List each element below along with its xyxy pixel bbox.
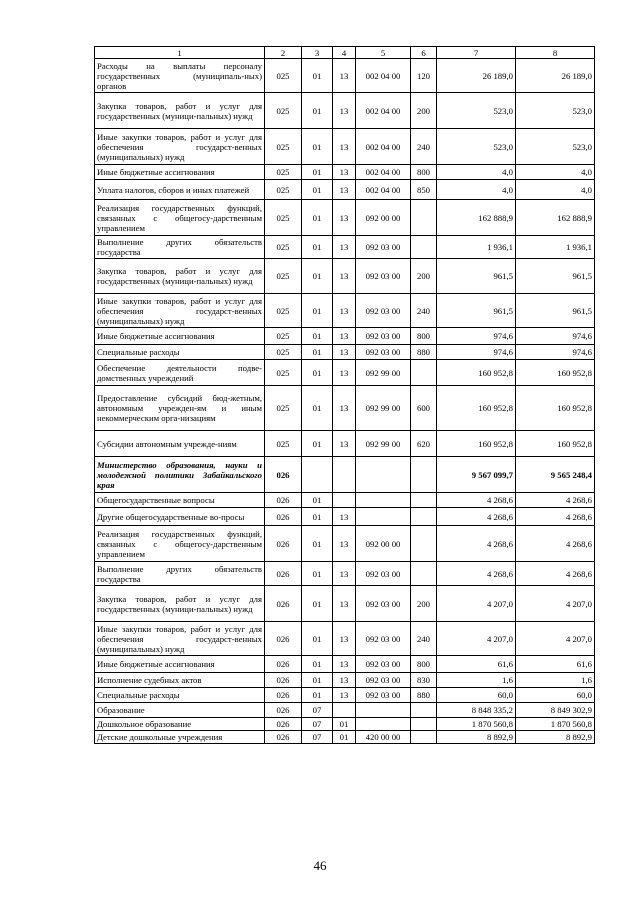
row-name-cell: Закупка товаров, работ и услуг для государственных (муници-пальных) нужд <box>95 93 265 129</box>
article-cell: 092 03 00 <box>356 345 411 360</box>
row-name-cell: Иные закупки товаров, работ и услуг для обеспечения государст-венных (муниципальных) нужд <box>95 294 265 328</box>
subsection-cell: 13 <box>333 236 356 259</box>
admin-code-cell: 026 <box>265 656 302 673</box>
expense-type-cell: 880 <box>411 688 437 703</box>
row-name-cell: Закупка товаров, работ и услуг для государственных (муници-пальных) нужд <box>95 586 265 622</box>
subsection-cell <box>333 493 356 508</box>
article-cell: 002 04 00 <box>356 180 411 200</box>
row-name-cell: Общегосударственные вопросы <box>95 493 265 508</box>
row-name-cell: Иные бюджетные ассигнования <box>95 328 265 345</box>
amount-2-cell: 1,6 <box>516 673 595 688</box>
header-row <box>95 47 595 59</box>
section-cell: 07 <box>302 731 333 744</box>
amount-1-cell: 26 189,0 <box>437 59 516 93</box>
row-name-cell: Обеспечение деятельности подве-домственных учреждений <box>95 360 265 386</box>
subsection-cell: 13 <box>333 508 356 526</box>
subsection-cell: 13 <box>333 259 356 294</box>
admin-code-cell: 026 <box>265 673 302 688</box>
subsection-cell: 13 <box>333 129 356 165</box>
amount-1-cell: 162 888,9 <box>437 200 516 236</box>
admin-code-cell: 026 <box>265 622 302 656</box>
amount-2-cell: 8 849 302,9 <box>516 703 595 718</box>
article-cell: 092 03 00 <box>356 688 411 703</box>
amount-2-cell: 961,5 <box>516 259 595 294</box>
article-cell: 092 03 00 <box>356 259 411 294</box>
table-row <box>95 562 595 586</box>
amount-1-cell: 4,0 <box>437 165 516 180</box>
amount-1-cell: 1 870 560,8 <box>437 718 516 731</box>
article-cell: 092 03 00 <box>356 294 411 328</box>
admin-code-cell: 025 <box>265 200 302 236</box>
expense-type-cell: 880 <box>411 345 437 360</box>
article-cell: 002 04 00 <box>356 93 411 129</box>
section-cell: 01 <box>302 586 333 622</box>
subsection-cell: 01 <box>333 718 356 731</box>
expense-type-cell: 200 <box>411 93 437 129</box>
admin-code-cell: 026 <box>265 586 302 622</box>
article-cell: 092 00 00 <box>356 200 411 236</box>
row-name-cell: Иные бюджетные ассигнования <box>95 656 265 673</box>
expense-type-cell: 830 <box>411 673 437 688</box>
amount-1-cell: 60,0 <box>437 688 516 703</box>
section-cell: 01 <box>302 688 333 703</box>
amount-2-cell: 160 952,8 <box>516 386 595 431</box>
section-cell: 01 <box>302 360 333 386</box>
amount-1-cell: 61,6 <box>437 656 516 673</box>
amount-1-cell: 523,0 <box>437 129 516 165</box>
expense-type-cell <box>411 508 437 526</box>
expense-type-cell <box>411 493 437 508</box>
subsection-cell <box>333 703 356 718</box>
amount-1-cell: 160 952,8 <box>437 431 516 457</box>
admin-code-cell: 025 <box>265 431 302 457</box>
table-body <box>95 59 595 744</box>
admin-code-cell: 026 <box>265 493 302 508</box>
amount-2-cell: 523,0 <box>516 129 595 165</box>
table-header <box>95 47 595 59</box>
section-cell: 01 <box>302 180 333 200</box>
amount-1-cell: 961,5 <box>437 259 516 294</box>
section-cell: 01 <box>302 526 333 562</box>
expense-type-cell <box>411 236 437 259</box>
subsection-cell: 13 <box>333 562 356 586</box>
table-row <box>95 200 595 236</box>
article-cell: 092 99 00 <box>356 431 411 457</box>
admin-code-cell: 026 <box>265 562 302 586</box>
subsection-cell: 13 <box>333 622 356 656</box>
subsection-cell: 13 <box>333 294 356 328</box>
row-name-cell: Иные бюджетные ассигнования <box>95 165 265 180</box>
subsection-cell: 13 <box>333 165 356 180</box>
admin-code-cell: 025 <box>265 165 302 180</box>
table-row <box>95 345 595 360</box>
section-cell: 01 <box>302 656 333 673</box>
admin-code-cell: 026 <box>265 688 302 703</box>
expense-type-cell: 240 <box>411 294 437 328</box>
amount-2-cell: 4 268,6 <box>516 526 595 562</box>
article-cell <box>356 703 411 718</box>
article-cell: 092 99 00 <box>356 360 411 386</box>
admin-code-cell: 026 <box>265 457 302 493</box>
section-cell: 01 <box>302 562 333 586</box>
amount-1-cell: 961,5 <box>437 294 516 328</box>
row-name-cell: Закупка товаров, работ и услуг для государственных (муници-пальных) нужд <box>95 259 265 294</box>
table-row <box>95 457 595 493</box>
table-row <box>95 236 595 259</box>
table-row <box>95 328 595 345</box>
article-cell <box>356 718 411 731</box>
table-row <box>95 526 595 562</box>
amount-2-cell: 1 936,1 <box>516 236 595 259</box>
section-cell: 01 <box>302 345 333 360</box>
amount-2-cell: 8 892,9 <box>516 731 595 744</box>
page-number: 46 <box>313 858 327 873</box>
row-name-cell: Иные закупки товаров, работ и услуг для обеспечения государст-венных (муниципальных) нужд <box>95 129 265 165</box>
expense-type-cell <box>411 457 437 493</box>
row-name-cell: Специальные расходы <box>95 688 265 703</box>
article-cell: 092 03 00 <box>356 562 411 586</box>
column-header: 3 <box>302 47 333 59</box>
amount-1-cell: 4 207,0 <box>437 586 516 622</box>
row-name-cell: Выполнение других обязательств государства <box>95 236 265 259</box>
table-row <box>95 493 595 508</box>
amount-1-cell: 9 567 099,7 <box>437 457 516 493</box>
amount-1-cell: 523,0 <box>437 93 516 129</box>
admin-code-cell: 025 <box>265 93 302 129</box>
row-name-cell: Расходы на выплаты персоналу государственных (муниципаль-ных) органов <box>95 59 265 93</box>
amount-1-cell: 160 952,8 <box>437 386 516 431</box>
section-cell: 01 <box>302 386 333 431</box>
amount-2-cell: 4 207,0 <box>516 622 595 656</box>
amount-1-cell: 974,6 <box>437 345 516 360</box>
subsection-cell: 13 <box>333 180 356 200</box>
table-row <box>95 386 595 431</box>
table-row <box>95 180 595 200</box>
column-header: 6 <box>411 47 437 59</box>
subsection-cell: 13 <box>333 688 356 703</box>
expense-type-cell <box>411 562 437 586</box>
section-cell: 01 <box>302 431 333 457</box>
table-row <box>95 165 595 180</box>
row-name-cell: Выполнение других обязательств государства <box>95 562 265 586</box>
expense-type-cell <box>411 731 437 744</box>
table-row <box>95 703 595 718</box>
amount-2-cell: 26 189,0 <box>516 59 595 93</box>
expense-type-cell: 240 <box>411 129 437 165</box>
row-name-cell: Предоставление субсидий бюд-жетным, автономным учрежден-ям и иным некоммерческим орга-низациям <box>95 386 265 431</box>
section-cell: 01 <box>302 508 333 526</box>
subsection-cell: 13 <box>333 93 356 129</box>
article-cell: 092 03 00 <box>356 236 411 259</box>
admin-code-cell: 025 <box>265 259 302 294</box>
admin-code-cell: 025 <box>265 386 302 431</box>
subsection-cell: 13 <box>333 656 356 673</box>
table-row <box>95 586 595 622</box>
admin-code-cell: 025 <box>265 59 302 93</box>
amount-2-cell: 9 565 248,4 <box>516 457 595 493</box>
amount-1-cell: 4 268,6 <box>437 562 516 586</box>
amount-1-cell: 4 268,6 <box>437 493 516 508</box>
table-row <box>95 431 595 457</box>
row-name-cell: Реализация государственных функций, связанных с общегосу-дарственным управлением <box>95 526 265 562</box>
expense-type-cell: 620 <box>411 431 437 457</box>
admin-code-cell: 025 <box>265 294 302 328</box>
article-cell: 092 00 00 <box>356 526 411 562</box>
admin-code-cell: 025 <box>265 236 302 259</box>
subsection-cell: 13 <box>333 360 356 386</box>
admin-code-cell: 026 <box>265 703 302 718</box>
section-cell: 01 <box>302 165 333 180</box>
expense-type-cell: 600 <box>411 386 437 431</box>
row-name-cell: Иные закупки товаров, работ и услуг для обеспечения государст-венных (муниципальных) нужд <box>95 622 265 656</box>
expense-type-cell: 200 <box>411 586 437 622</box>
subsection-cell <box>333 457 356 493</box>
row-name-cell: Субсидии автономным учрежде-ниям <box>95 431 265 457</box>
subsection-cell: 01 <box>333 731 356 744</box>
amount-2-cell: 60,0 <box>516 688 595 703</box>
table-row <box>95 294 595 328</box>
row-name-cell: Дошкольное образование <box>95 718 265 731</box>
amount-2-cell: 4 268,6 <box>516 508 595 526</box>
budget-table <box>94 46 595 744</box>
article-cell: 092 03 00 <box>356 656 411 673</box>
admin-code-cell: 026 <box>265 508 302 526</box>
expense-type-cell <box>411 360 437 386</box>
section-cell: 01 <box>302 673 333 688</box>
subsection-cell: 13 <box>333 328 356 345</box>
subsection-cell: 13 <box>333 431 356 457</box>
amount-2-cell: 961,5 <box>516 294 595 328</box>
expense-type-cell <box>411 718 437 731</box>
subsection-cell: 13 <box>333 673 356 688</box>
section-cell: 07 <box>302 703 333 718</box>
article-cell: 092 03 00 <box>356 673 411 688</box>
admin-code-cell: 025 <box>265 360 302 386</box>
amount-2-cell: 523,0 <box>516 93 595 129</box>
row-name-cell: Исполнение судебных актов <box>95 673 265 688</box>
table-row <box>95 622 595 656</box>
admin-code-cell: 025 <box>265 180 302 200</box>
article-cell: 420 00 00 <box>356 731 411 744</box>
table-row <box>95 731 595 744</box>
section-cell: 01 <box>302 622 333 656</box>
amount-1-cell: 4 207,0 <box>437 622 516 656</box>
amount-1-cell: 1,6 <box>437 673 516 688</box>
expense-type-cell: 800 <box>411 328 437 345</box>
article-cell: 092 03 00 <box>356 622 411 656</box>
amount-2-cell: 4,0 <box>516 180 595 200</box>
article-cell <box>356 493 411 508</box>
admin-code-cell: 026 <box>265 718 302 731</box>
amount-1-cell: 160 952,8 <box>437 360 516 386</box>
section-cell: 01 <box>302 59 333 93</box>
table-row <box>95 508 595 526</box>
table-row <box>95 59 595 93</box>
section-cell: 01 <box>302 493 333 508</box>
row-name-cell: Специальные расходы <box>95 345 265 360</box>
subsection-cell: 13 <box>333 586 356 622</box>
subsection-cell: 13 <box>333 59 356 93</box>
row-name-cell: Детские дошкольные учреждения <box>95 731 265 744</box>
admin-code-cell: 025 <box>265 345 302 360</box>
article-cell: 092 03 00 <box>356 328 411 345</box>
expense-type-cell: 200 <box>411 259 437 294</box>
expense-type-cell <box>411 703 437 718</box>
expense-type-cell: 800 <box>411 165 437 180</box>
amount-2-cell: 160 952,8 <box>516 360 595 386</box>
amount-2-cell: 4 207,0 <box>516 586 595 622</box>
column-header: 1 <box>95 47 265 59</box>
column-header: 2 <box>265 47 302 59</box>
row-name-cell: Другие общегосударственные во-просы <box>95 508 265 526</box>
section-cell: 01 <box>302 129 333 165</box>
section-cell: 01 <box>302 200 333 236</box>
section-cell: 01 <box>302 328 333 345</box>
amount-2-cell: 4 268,6 <box>516 493 595 508</box>
row-name-cell: Министерство образования, науки и молодежной политики Забайкальского края <box>95 457 265 493</box>
section-cell <box>302 457 333 493</box>
amount-1-cell: 974,6 <box>437 328 516 345</box>
expense-type-cell <box>411 200 437 236</box>
expense-type-cell: 240 <box>411 622 437 656</box>
amount-1-cell: 1 936,1 <box>437 236 516 259</box>
expense-type-cell: 800 <box>411 656 437 673</box>
amount-2-cell: 162 888,9 <box>516 200 595 236</box>
amount-2-cell: 4,0 <box>516 165 595 180</box>
expense-type-cell <box>411 526 437 562</box>
column-header: 4 <box>333 47 356 59</box>
admin-code-cell: 025 <box>265 129 302 165</box>
row-name-cell: Уплата налогов, сборов и иных платежей <box>95 180 265 200</box>
amount-1-cell: 4 268,6 <box>437 526 516 562</box>
amount-2-cell: 1 870 560,8 <box>516 718 595 731</box>
row-name-cell: Реализация государственных функций, связанных с общегосу-дарственным управлением <box>95 200 265 236</box>
table-row <box>95 129 595 165</box>
admin-code-cell: 026 <box>265 731 302 744</box>
admin-code-cell: 025 <box>265 328 302 345</box>
table-row <box>95 93 595 129</box>
table-row <box>95 673 595 688</box>
admin-code-cell: 026 <box>265 526 302 562</box>
section-cell: 07 <box>302 718 333 731</box>
amount-1-cell: 4 268,6 <box>437 508 516 526</box>
article-cell: 002 04 00 <box>356 165 411 180</box>
table-row <box>95 360 595 386</box>
article-cell: 092 03 00 <box>356 586 411 622</box>
subsection-cell: 13 <box>333 345 356 360</box>
column-header: 7 <box>437 47 516 59</box>
table-row <box>95 259 595 294</box>
table-row <box>95 688 595 703</box>
amount-2-cell: 61,6 <box>516 656 595 673</box>
expense-type-cell: 120 <box>411 59 437 93</box>
amount-1-cell: 8 848 335,2 <box>437 703 516 718</box>
article-cell <box>356 508 411 526</box>
article-cell: 092 99 00 <box>356 386 411 431</box>
expense-type-cell: 850 <box>411 180 437 200</box>
column-header: 5 <box>356 47 411 59</box>
table-row <box>95 656 595 673</box>
column-header: 8 <box>516 47 595 59</box>
article-cell: 002 04 00 <box>356 129 411 165</box>
section-cell: 01 <box>302 259 333 294</box>
section-cell: 01 <box>302 236 333 259</box>
subsection-cell: 13 <box>333 386 356 431</box>
article-cell: 002 04 00 <box>356 59 411 93</box>
section-cell: 01 <box>302 93 333 129</box>
amount-1-cell: 8 892,9 <box>437 731 516 744</box>
article-cell <box>356 457 411 493</box>
subsection-cell: 13 <box>333 526 356 562</box>
amount-2-cell: 974,6 <box>516 328 595 345</box>
subsection-cell: 13 <box>333 200 356 236</box>
table-row <box>95 718 595 731</box>
section-cell: 01 <box>302 294 333 328</box>
amount-2-cell: 160 952,8 <box>516 431 595 457</box>
amount-2-cell: 4 268,6 <box>516 562 595 586</box>
amount-2-cell: 974,6 <box>516 345 595 360</box>
amount-1-cell: 4,0 <box>437 180 516 200</box>
row-name-cell: Образование <box>95 703 265 718</box>
